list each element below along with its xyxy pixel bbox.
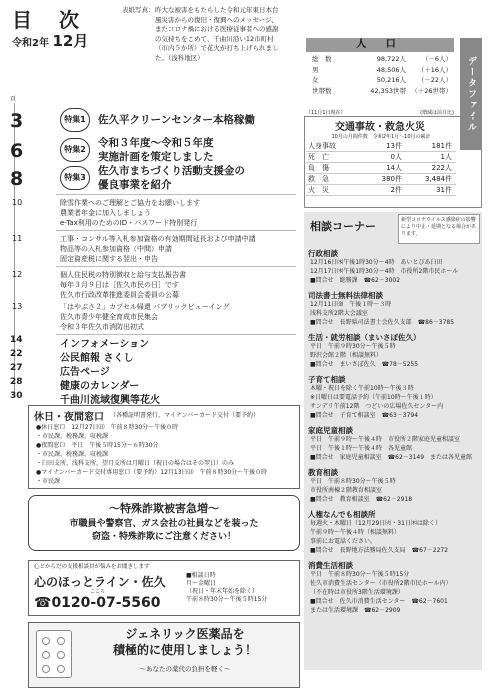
issue-date <box>12 30 88 51</box>
heartline-name: 心のほっとライン・佐久 <box>34 575 166 589</box>
fraud-line: 市職員や警察官、ガス会社の社員などを装った <box>69 519 259 529</box>
toc-line: 個人住民税の特別徴収と給与支払報告書 <box>60 271 186 279</box>
population-row: 女 50,216人 （－22人） <box>312 76 452 84</box>
population-note <box>306 109 454 116</box>
holiday-line: ●夜間窓口 平日 午後５時15分～６時30分 <box>36 442 159 449</box>
consult-section-title: 人権なんでも相談所 <box>308 510 376 519</box>
toc-line: 佐久市青少年健全育成市民集会 <box>60 313 158 321</box>
cover-line: の気持ちをこめて、千曲川沿い12市町村 <box>155 34 274 43</box>
consult-section-body: 平日 午前９時30分～午後５時 野沢会館２階（相談無料） ■問合せ まいさぽ佐久 ☎78－5255 <box>310 343 419 368</box>
toc-item-bold[interactable]: インフォメーション <box>60 339 150 350</box>
generic-medicine-text <box>80 626 290 658</box>
traffic-row: 救 急 380件 3,484件 <box>306 174 456 185</box>
holiday-line: ・市民課、税務課、収税課 <box>36 433 109 440</box>
fraud-line: 窃盗・特殊詐欺にご注意ください！ <box>91 532 236 542</box>
toc-item-bold[interactable]: 千曲川流域復興等花火 <box>60 395 160 406</box>
consult-section-body: 毎週火・木曜日（12月29日㈫・31日㈭は除く） 午前９時～午後４時（相談無料） 事前にお電話ください。 ■問合せ 長野地方法務局佐久支局 ☎67－2272 <box>310 520 449 554</box>
data-file-label: データファイル <box>460 38 482 150</box>
item-page-number: 27 <box>10 363 23 373</box>
page-label: 頁 <box>10 96 17 103</box>
toc-line: 工事・コンサル等入札参加資格の有効期間延長および申請中請 <box>60 235 256 243</box>
feature-title-line: 佐久市まちづくり活動支援金の <box>98 165 245 177</box>
population-table <box>306 54 454 96</box>
feature-page-number: 8 <box>10 168 24 190</box>
cover-line: 昨大な被害をもたらした令和元年東日本台 <box>155 6 279 14</box>
divider <box>56 266 296 267</box>
population-row: 男 48,506人 （＋16人） <box>312 65 452 74</box>
toc-line: 除雪作業へのご理解とご協力をお願いします <box>60 199 200 207</box>
holiday-title: 休日・夜間窓口 <box>34 412 104 423</box>
consult-section-body: 平日 午前９時～午後４時 市役所２階家庭児童相談室 平日 午後１時～午後４時 各児童館 ■問合せ 家庭児童相談室 ☎62－3149 または各児童館 <box>310 436 473 461</box>
traffic-row: 人身事故 13件 181件 <box>306 141 456 152</box>
consult-section-body: 12月16日㈬午後1時30分～4時 あいとぴあ臼田 12月17日㈭午後1時30分～4時 市役所2階市民ホール ■問合せ 総務課 ☎62－3002 <box>310 259 459 284</box>
feature-title-line: 令和３年度～令和５年度 <box>98 137 214 149</box>
divider <box>56 194 296 195</box>
cover-line: た。（浅科地区） <box>155 53 204 62</box>
toc-line: 固定資産税に関する翌出・申告 <box>60 255 158 263</box>
heartline-subtitle: 心とからだの支援相談員が悩みをお聞きします <box>34 564 150 570</box>
toc-line: 物品等の入札参加資格（中間）申請 <box>60 245 172 253</box>
toc-line: 令和３年佐久市消防出初式 <box>60 323 144 331</box>
population-row: 総 数 98,722人 （－6人） <box>312 55 452 63</box>
holiday-line: ・市民課 <box>36 478 61 485</box>
item-page-number: 12 <box>12 270 23 279</box>
population-row: 世帯数 42,353世帯 （＋26世帯） <box>312 86 452 95</box>
consult-section-title: 教育相談 <box>308 468 338 477</box>
traffic-row: 火 災 2件 31件 <box>306 185 456 196</box>
feature-badge: 特集1 <box>60 108 90 132</box>
item-page-number: 28 <box>10 377 23 387</box>
toc-line: 佐久市行政改革推進委員会委員の公募 <box>60 291 179 299</box>
heartline-hours: 午前８時30分～午後５時15分 <box>186 596 268 603</box>
feature-badge: 特集3 <box>60 166 90 190</box>
heartline-hours-label: ■相談日時 <box>186 572 216 579</box>
cover-line: 風災害からの復旧・復興へのメッセージ、 <box>155 15 278 24</box>
consultation-title: 相談コーナー <box>310 220 376 233</box>
traffic-title: 交通事故・救急火災 <box>335 122 425 133</box>
feature-page-number: 3 <box>10 110 24 132</box>
heartline-hours: （祝日・年末年始を除く） <box>186 588 259 595</box>
traffic-row: 負 傷 14人 222人 <box>306 163 456 174</box>
consult-section-title: 家庭児童相談 <box>308 426 353 435</box>
consult-section-body: 木曜・祝日を除く午前10時～午後３時 ※日曜日は要電話予約（午前10時～午後１時） サンデリ午前12階 つどいの広場佐久センター内 ■問合せ 子育て相談室 ☎63－3794 <box>310 385 444 419</box>
consult-section-title: 司法書士無料法律相談 <box>308 291 383 300</box>
toc-item[interactable] <box>60 270 186 300</box>
toc-line: e-Tax利用のためのID・パスワード特別発行 <box>60 219 198 227</box>
consultation-notice: 新型コロナウイルス感染症の影響により中止・延期となる場合があります。 <box>398 214 480 244</box>
consult-section-body: 平日 午前８時30分～午後５時15分 佐久市消費生活センター（市役所2階市民ホール内） （不在時は市役所3階生活環境課） ■問合せ 佐久市消費生活センター ☎62－7601 または生活環境課 ☎62－2909 <box>310 571 452 614</box>
heartline-hours: 月～金曜日 <box>186 580 217 587</box>
toc-item[interactable] <box>60 302 229 332</box>
fraud-title: ～特殊詐欺被害急増～ <box>109 502 219 515</box>
pill-pack-icon <box>36 630 72 678</box>
feature-title[interactable] <box>98 164 245 192</box>
consult-section-body: 平日 午前８時30分～午後５時 市役所南棟２階教育相談室 ■問合せ 教育相談室 ☎62－2918 <box>310 478 413 503</box>
population-change-note: (増減は前月比) <box>420 110 454 116</box>
item-page-number: 30 <box>10 391 23 401</box>
feature-title-line: 優良事業を紹介 <box>98 179 172 191</box>
holiday-line: ・市民課、税務課、収税課 <box>36 451 109 458</box>
generic-line: ジェネリック医薬品を <box>125 627 245 641</box>
heartline-kana: こころ <box>90 589 106 595</box>
toc-item[interactable] <box>60 234 256 264</box>
consult-section-title: 消費生活相談 <box>308 561 353 570</box>
cover-line: またコロナ禍における医療従事者への感謝 <box>155 25 279 33</box>
feature-title[interactable] <box>98 136 214 164</box>
holiday-line: ●マイナンバーカード交付専用窓口（要予約）12月13日㈰ 午前８時30分～午後０時 <box>36 469 268 476</box>
population-header: 人 口 <box>306 38 454 52</box>
cover-line: （市内５か所）で花火が打ち上げられまし <box>155 44 279 52</box>
holiday-line: ●休日窓口 12月27日㈰ 午前８時30分～午後０時 <box>36 424 179 431</box>
holiday-line: ・臼田支所、浅科支所、望月支所は月曜日（祝日の場合はその翌日）のみ <box>36 460 235 467</box>
issue-month: 12月 <box>52 32 89 50</box>
feature-title[interactable]: 佐久平クリーンセンター本格稼働 <box>98 114 255 126</box>
population-date: （11月1日現在） <box>306 110 346 116</box>
feature-badge: 特集2 <box>60 138 90 162</box>
generic-medicine-subtitle: ～あなたの薬代の負担を軽く～ <box>139 665 231 673</box>
item-page-number: 22 <box>10 349 23 359</box>
traffic-subtitle: 10月の月間件数 令和2年1月～10月の累計 <box>331 134 431 140</box>
consult-section-title: 行政相談 <box>308 249 338 258</box>
toc-line: 毎年３月９日は［佐久市民の日］です <box>60 281 179 289</box>
toc-item-bold[interactable]: 公民館報 さくし <box>60 353 134 364</box>
toc-item-bold[interactable]: 広告ページ <box>60 367 110 378</box>
toc-line: 「はやぶさ２」カプセル帰還 パブリックビューイング <box>60 303 230 311</box>
item-page-number: 10 <box>12 198 23 207</box>
cover-label: 表紙写真： <box>122 6 155 14</box>
consult-section-title: 生活・就労相談（まいさぽ佐久） <box>308 333 421 342</box>
page-title: 目 次 <box>12 8 89 32</box>
cover-description <box>155 6 300 63</box>
item-page-number: 14 <box>10 335 23 345</box>
item-page-number: 11 <box>12 234 23 243</box>
generic-line: 積極的に使用しましょう！ <box>112 643 257 657</box>
feature-page-number: 6 <box>10 140 24 162</box>
holiday-subtitle: （各種証明書発行、マイナンバーカード交付（要予約） <box>110 412 260 419</box>
divider <box>56 230 296 231</box>
traffic-row: 死 亡 0人 1人 <box>306 152 456 163</box>
issue-year: 令和2年 <box>12 38 49 49</box>
toc-item-bold[interactable]: 健康のカレンダー <box>60 381 140 392</box>
heartline-phone[interactable]: ☎0120-07-5560 <box>34 595 161 611</box>
traffic-table <box>306 141 456 196</box>
consult-section-title: 子育て相談 <box>308 375 346 384</box>
feature-title-line: 実施計画を策定しました <box>98 151 214 163</box>
consult-section-body: 12月11日㈮ 午後１時～３時 浅科支所2階大会議室 ■問合せ 長野県司法書士会佐久支部 ☎86－3785 <box>310 301 455 326</box>
fraud-text <box>28 518 300 544</box>
item-page-number: 13 <box>12 302 23 311</box>
toc-line: 農業者年金に加入しましょう <box>60 209 151 217</box>
toc-item[interactable] <box>60 198 200 228</box>
